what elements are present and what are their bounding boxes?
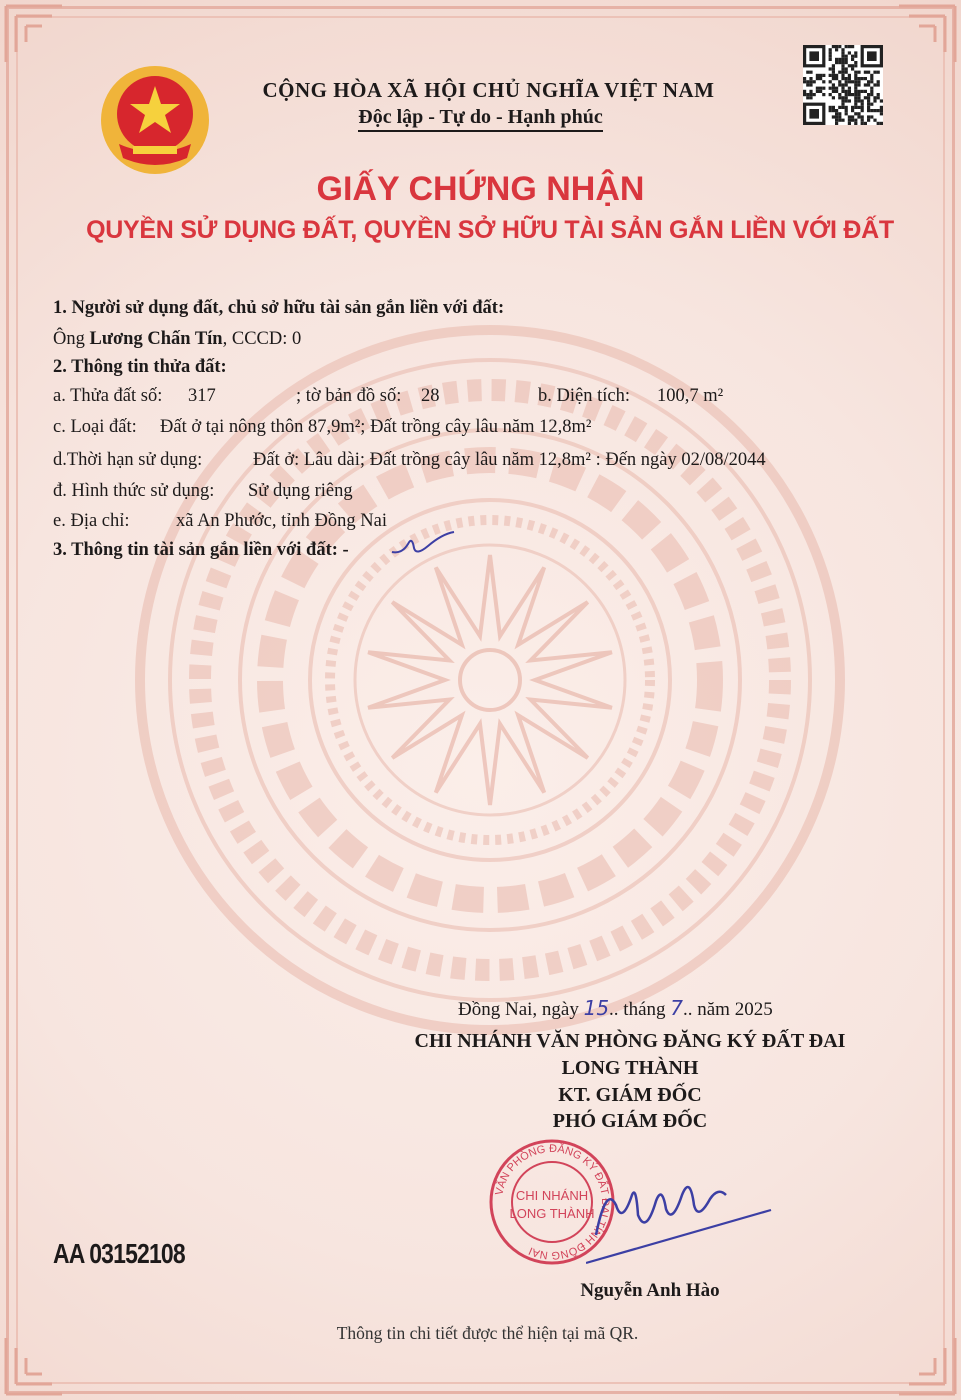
area-label: b. Diện tích: [538,386,630,406]
address-value: xã An Phước, tỉnh Đồng Nai [176,511,387,531]
serial-number: AA 03152108 [53,1238,185,1269]
owner-line [53,329,301,350]
address-label: e. Địa chỉ: [53,511,130,531]
owner-honorific: Ông [53,329,90,349]
land-type-label: c. Loại đất: [53,417,137,437]
stamp-center-line1: CHI NHÁNH [515,1188,589,1203]
motto [0,106,961,129]
parcel-label: a. Thửa đất số: [53,386,163,406]
handwritten-signature [586,1165,776,1265]
date-place: Đồng Nai, ngày [458,999,579,1020]
section2-heading: 2. Thông tin thửa đất: [53,357,227,377]
org-line2: LONG THÀNH [561,1057,699,1079]
map-label: ; tờ bản đồ số: [296,386,402,406]
certificate-subtitle: QUYỀN SỬ DỤNG ĐẤT, QUYỀN SỞ HỮU TÀI SẢN GẮN LIỀN VỚI ĐẤT [86,216,894,244]
date-line: Đồng Nai, ngày 15.. tháng 7.. năm 2025 [458,996,773,1020]
drum-star [368,555,612,805]
stamp-ring-text: VĂN PHÒNG ĐĂNG KÝ ĐẤT ĐAI TỈNH ĐỒNG NAI [493,1142,612,1262]
date-month: 7 [670,996,683,1020]
usage-form-label: đ. Hình thức sử dụng: [53,481,215,501]
section3-value: - [342,540,349,560]
corner-ornament-icon [2,2,66,66]
area-value: 100,7 m² [657,386,724,406]
initial-mark-icon [388,524,458,558]
term-value: Đất ở: Lâu dài; Đất trồng cây lâu năm 12,8m² : Đến ngày 02/08/2044 [253,450,766,470]
owner-name: Lương Chấn Tín [89,329,223,349]
land-type-value: Đất ở tại nông thôn 87,9m²; Đất trồng cây lâu năm 12,8m² [160,417,592,437]
date-day: 15 [583,996,610,1020]
nation-heading: CỘNG HÒA XÃ HỘI CHỦ NGHĨA VIỆT NAM [262,78,715,102]
date-month-label: tháng [623,999,666,1020]
stamp-center-line2: LONG THÀNH [509,1206,595,1221]
map-number: 28 [421,386,440,406]
role-line1: KT. GIÁM ĐỐC [558,1084,702,1106]
drum-center [460,650,520,710]
owner-id: , CCCD: 0 [222,329,302,349]
certificate-title: GIẤY CHỨNG NHẬN [316,170,645,208]
date-year: năm 2025 [697,999,773,1020]
role-line2: PHÓ GIÁM ĐỐC [552,1110,708,1132]
section3-heading [53,540,349,561]
org-line1: CHI NHÁNH VĂN PHÒNG ĐĂNG KÝ ĐẤT ĐAI [414,1030,846,1052]
usage-form-value: Sử dụng riêng [248,481,353,501]
term-label: d.Thời hạn sử dụng: [53,450,203,470]
signer-name: Nguyễn Anh Hào [580,1280,720,1301]
section3-heading-text: 3. Thông tin tài sản gắn liền với đất: [53,540,338,560]
parcel-number: 317 [188,386,216,406]
corner-ornament-icon [895,2,959,66]
section1-heading: 1. Người sử dụng đất, chủ sở hữu tài sản gắn liền với đất: [53,298,505,318]
motto-text: Độc lập - Tự do - Hạnh phúc [358,106,602,132]
footer-note: Thông tin chi tiết được thể hiện tại mã QR. [336,1323,639,1343]
